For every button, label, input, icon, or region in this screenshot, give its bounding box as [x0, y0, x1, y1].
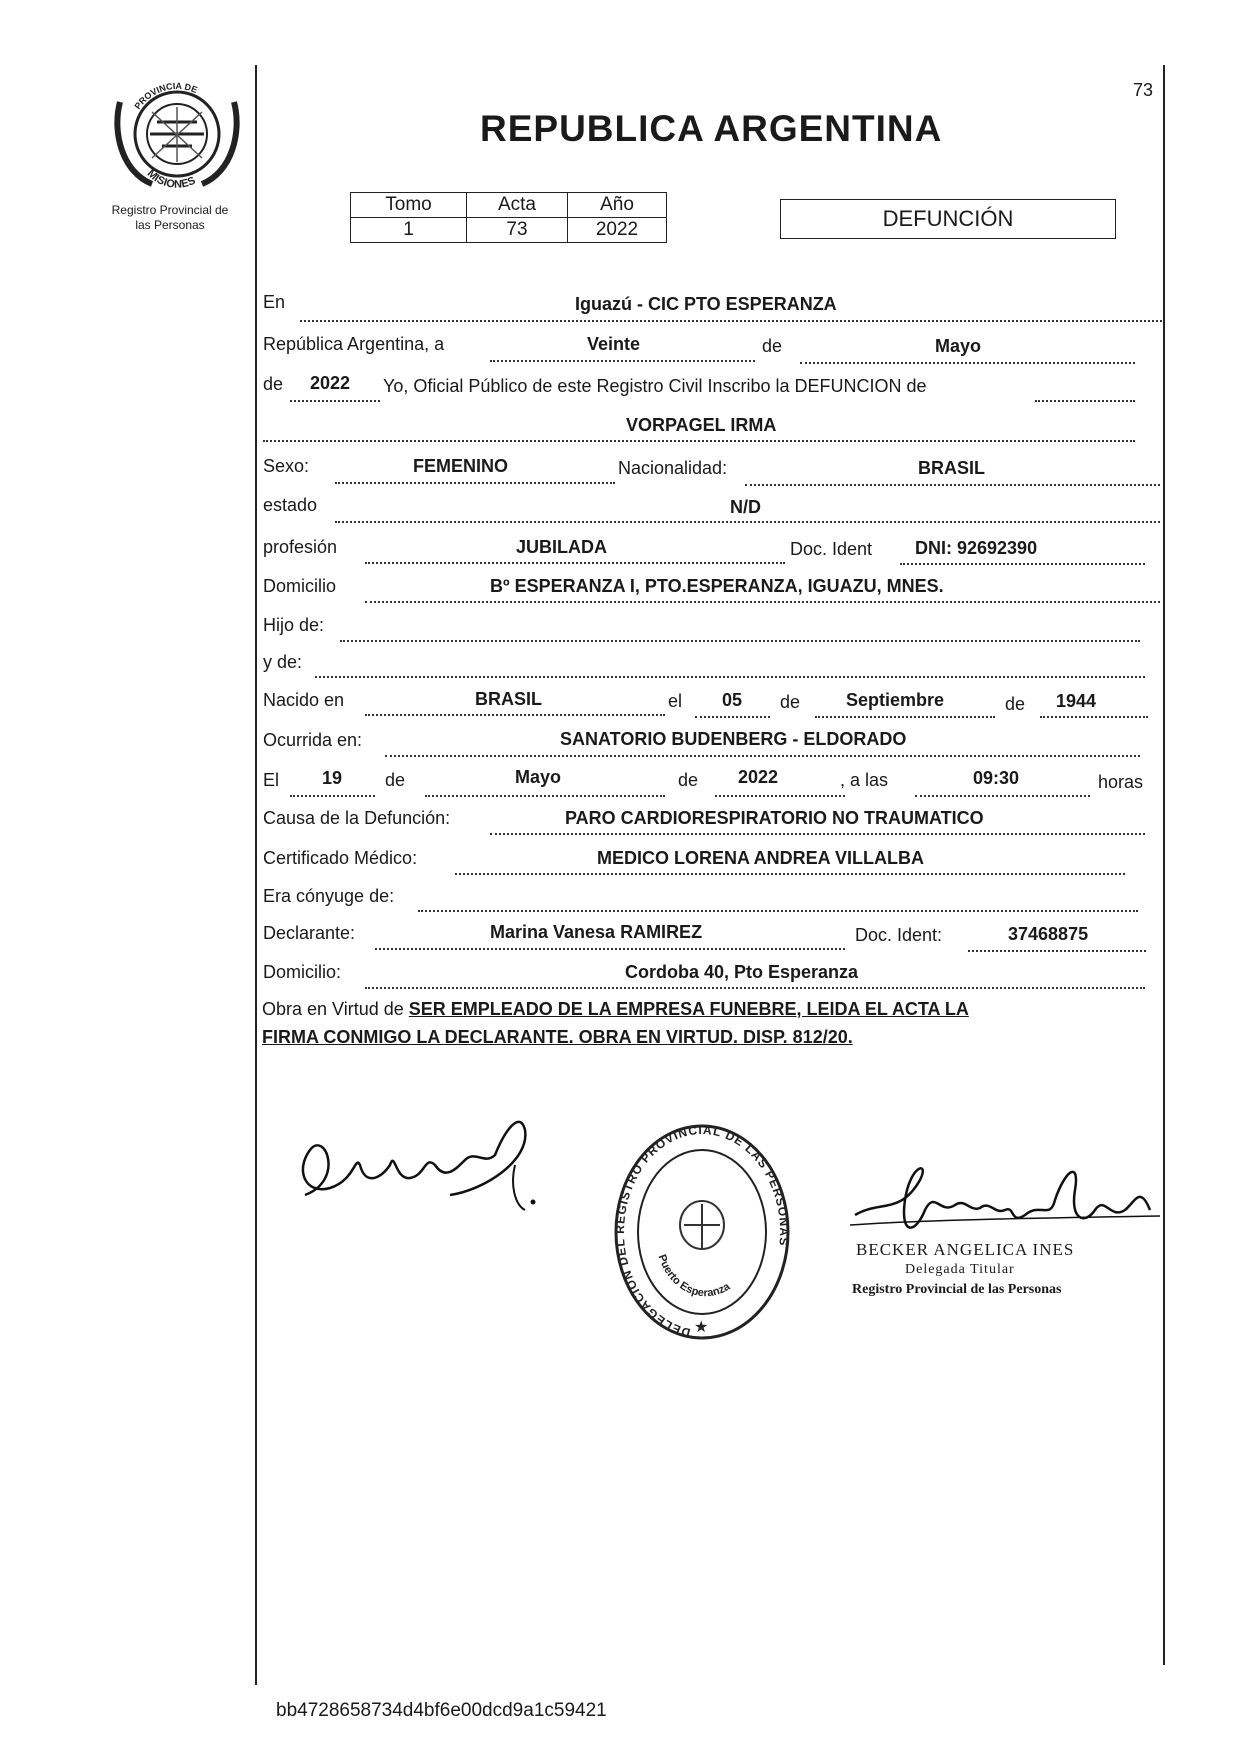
registry-caption	[90, 203, 250, 233]
ocurrida-dotline	[385, 755, 1140, 757]
record-table-header-row	[351, 193, 667, 218]
certificado-dotline	[455, 873, 1125, 875]
nacido-value: BRASIL	[475, 689, 542, 709]
seal-ring-text: DELEGACION DEL REGISTRO PROVINCIAL DE LAS PERSONAS	[612, 1122, 792, 1340]
registry-caption-line1: Registro Provincial de	[111, 203, 229, 217]
official-seal-icon	[612, 1120, 792, 1350]
estado-value: N/D	[730, 497, 761, 517]
nac-de1-label: de	[780, 692, 801, 712]
oficial-dotline	[1035, 400, 1135, 402]
sexo-label: Sexo:	[263, 456, 310, 476]
def-month-value: Mayo	[515, 767, 562, 787]
def-month-dotline	[425, 795, 665, 797]
page-number: 73	[1133, 80, 1154, 100]
emblem-text-bottom: MISIONES	[144, 167, 198, 191]
signatory-name: BECKER ANGELICA INES	[856, 1240, 1075, 1259]
profesion-dotline	[365, 562, 785, 564]
nac-year-value: 1944	[1056, 691, 1097, 711]
day-value: Veinte	[587, 334, 641, 354]
left-margin-line	[255, 65, 257, 1685]
conyuge-dotline	[418, 910, 1138, 912]
obra-rest1: SER EMPLEADO DE LA EMPRESA FUNEBRE, LEIDA EL ACTA LA	[408, 999, 969, 1019]
def-de2-label: de	[678, 770, 699, 790]
record-value-ano: 2022	[568, 218, 667, 243]
emblem-text-top: PROVINCIA DE	[132, 80, 199, 112]
record-header-acta: Acta	[467, 193, 568, 218]
domicilio-label: Domicilio	[263, 576, 337, 596]
record-header-tomo: Tomo	[351, 193, 467, 218]
domicilio-value: Bº ESPERANZA I, PTO.ESPERANZA, IGUAZU, MNES.	[490, 576, 944, 596]
nac-day-value: 05	[722, 690, 743, 710]
profesion-label: profesión	[263, 537, 338, 557]
nacionalidad-value: BRASIL	[918, 458, 985, 478]
alas-label: , a las	[840, 770, 889, 790]
month-value: Mayo	[935, 336, 982, 356]
certificado-label: Certificado Médico:	[263, 848, 418, 868]
def-day-value: 19	[322, 768, 343, 788]
ocurrida-label: Ocurrida en:	[263, 730, 363, 750]
nac-day-dotline	[695, 716, 770, 718]
year-value: 2022	[310, 373, 351, 393]
declarante-value: Marina Vanesa RAMIREZ	[490, 922, 703, 942]
obra-rest2: FIRMA CONMIGO LA DECLARANTE. OBRA EN VIRTUD. DISP. 812/20.	[262, 1027, 853, 1047]
yde-label: y de:	[263, 652, 303, 672]
signatory-registry: Registro Provincial de las Personas	[852, 1282, 1062, 1297]
nacionalidad-label: Nacionalidad:	[618, 458, 728, 478]
page-title: REPUBLICA ARGENTINA	[480, 108, 943, 149]
province-emblem-icon	[112, 72, 242, 192]
decl-domicilio-label: Domicilio:	[263, 962, 342, 982]
def-day-dotline	[290, 795, 375, 797]
causa-value: PARO CARDIORESPIRATORIO NO TRAUMATICO	[565, 808, 984, 828]
republica-label: República Argentina, a	[263, 334, 445, 354]
nacido-dotline	[365, 714, 665, 716]
date-de-label: de	[762, 336, 783, 356]
nac-month-dotline	[815, 716, 995, 718]
record-table	[350, 192, 667, 243]
nac-de2-label: de	[1005, 694, 1026, 714]
def-time-value: 09:30	[973, 768, 1020, 788]
def-year-dotline	[715, 795, 845, 797]
nac-year-dotline	[1040, 716, 1148, 718]
obra-lead: Obra en Virtud de	[262, 999, 404, 1019]
def-el-label: El	[263, 770, 280, 790]
right-margin-line	[1163, 65, 1165, 1665]
nac-month-value: Septiembre	[846, 690, 945, 710]
record-type-box: DEFUNCIÓN	[780, 199, 1116, 239]
declarant-signature-icon	[285, 1070, 575, 1220]
en-dotline	[300, 320, 1162, 322]
conyuge-label: Era cónyuge de:	[263, 886, 395, 906]
causa-dotline	[490, 833, 1145, 835]
domicilio-dotline	[365, 601, 1160, 603]
obra-paragraph	[262, 995, 1162, 1051]
profesion-value: JUBILADA	[516, 537, 608, 557]
obra-line1	[262, 995, 1162, 1023]
svg-text:MISIONES	[145, 167, 198, 190]
record-table-value-row	[351, 218, 667, 243]
declarante-label: Declarante:	[263, 923, 356, 943]
en-label: En	[263, 292, 286, 312]
decl-domicilio-value: Cordoba 40, Pto Esperanza	[625, 962, 859, 982]
horas-label: horas	[1098, 772, 1144, 792]
day-dotline	[490, 360, 755, 362]
year-de-label: de	[263, 374, 284, 394]
oficial-text: Yo, Oficial Público de este Registro Civil Inscribo la DEFUNCION de	[383, 376, 927, 396]
estado-dotline	[335, 521, 1160, 523]
nacido-label: Nacido en	[263, 690, 345, 710]
record-value-acta: 73	[467, 218, 568, 243]
seal-inner-text: Puerto Esperanza	[655, 1253, 733, 1300]
record-header-ano: Año	[568, 193, 667, 218]
obra-line2	[262, 1023, 1162, 1051]
sexo-value: FEMENINO	[413, 456, 509, 476]
decl-doc-dotline	[968, 950, 1146, 952]
signatory-role: Delegada Titular	[905, 1262, 1015, 1277]
nacionalidad-dotline	[745, 484, 1160, 486]
official-signature-icon	[840, 1140, 1170, 1250]
svg-text:★: ★	[694, 1319, 709, 1336]
hijo-dotline	[340, 640, 1140, 642]
hijo-label: Hijo de:	[263, 615, 325, 635]
month-dotline	[800, 362, 1135, 364]
svg-text:Puerto Esperanza	[656, 1253, 733, 1299]
year-dotline	[290, 400, 380, 402]
doc-dotline	[900, 563, 1145, 565]
doc-label: Doc. Ident	[790, 539, 873, 559]
registry-caption-line2: las Personas	[135, 218, 205, 232]
record-value-tomo: 1	[351, 218, 467, 243]
ocurrida-value: SANATORIO BUDENBERG - ELDORADO	[560, 729, 907, 749]
decl-doc-label: Doc. Ident:	[855, 925, 943, 945]
def-year-value: 2022	[738, 767, 779, 787]
nacido-el-label: el	[668, 691, 683, 711]
document-hash: bb4728658734d4bf6e00dcd9a1c59421	[276, 1700, 607, 1721]
causa-label: Causa de la Defunción:	[263, 808, 451, 828]
deceased-name: VORPAGEL IRMA	[626, 415, 777, 435]
en-value: Iguazú - CIC PTO ESPERANZA	[575, 294, 837, 314]
estado-label: estado	[263, 495, 318, 515]
declarante-dotline	[375, 948, 845, 950]
name-dotline	[263, 440, 1135, 442]
certificado-value: MEDICO LORENA ANDREA VILLALBA	[597, 848, 924, 868]
sexo-dotline	[335, 482, 615, 484]
doc-value: DNI: 92692390	[915, 538, 1038, 558]
def-time-dotline	[915, 795, 1090, 797]
def-de1-label: de	[385, 770, 406, 790]
decl-domicilio-dotline	[365, 987, 1145, 989]
yde-dotline	[315, 676, 1145, 678]
decl-doc-value: 37468875	[1008, 924, 1089, 944]
